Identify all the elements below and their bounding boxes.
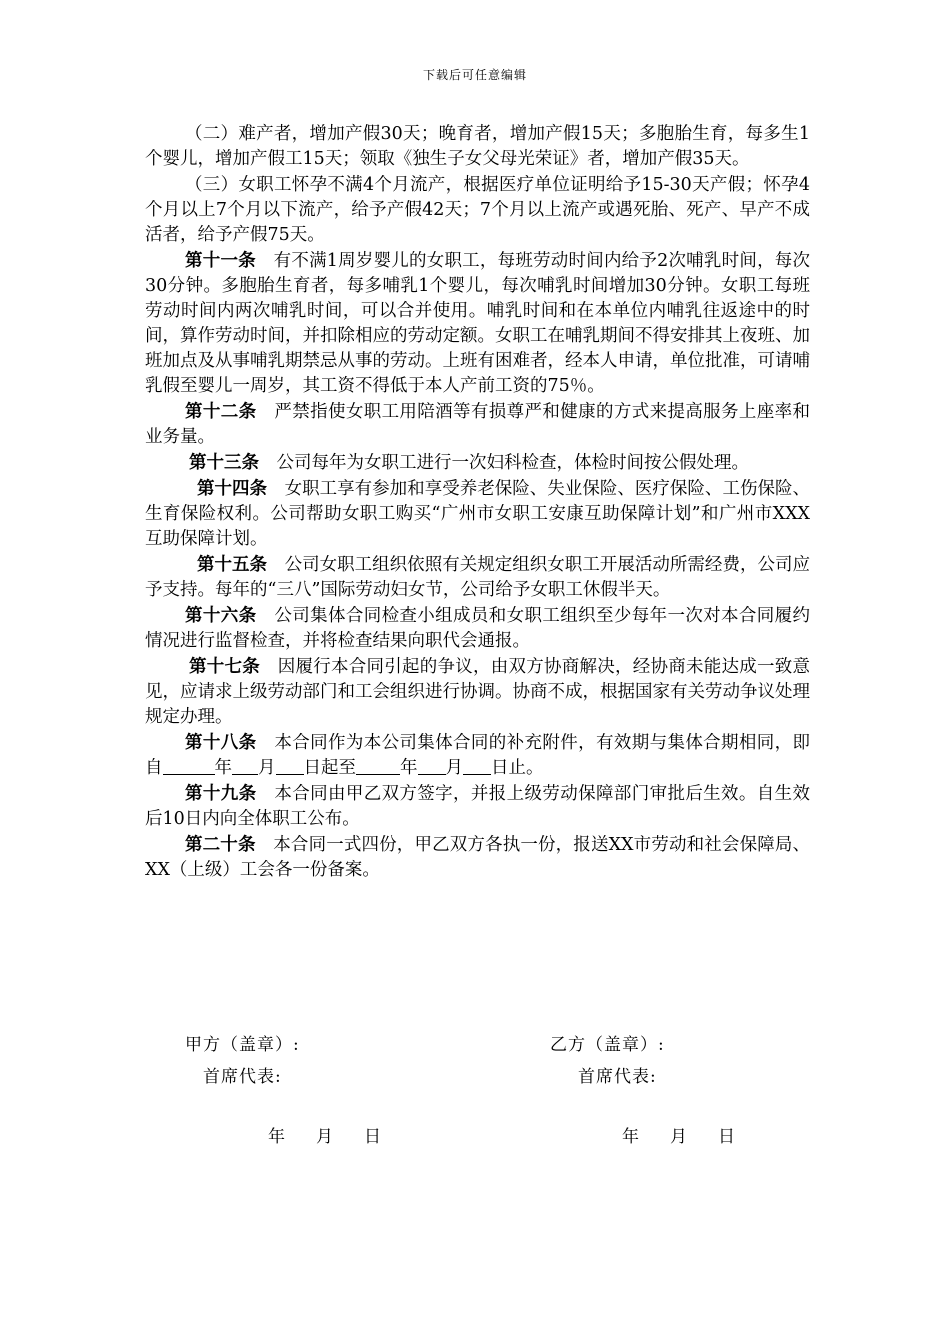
page-header: 下载后可任意编辑	[422, 68, 527, 82]
party-b-seal: 乙方（盖章）:	[550, 1035, 665, 1055]
year-label: 年	[400, 758, 418, 778]
party-b-date	[622, 1122, 736, 1147]
day-to-label: 日止。	[491, 758, 544, 778]
month-label: 月	[316, 1127, 334, 1147]
year-label: 年	[214, 758, 232, 778]
article-heading: 第十七条	[189, 657, 260, 677]
paragraph-text: （三）女职工怀孕不满4个月流产，根据医疗单位证明给予15-30天产假；怀孕4个月以上7个月以下流产，给予产假42天；7个月以上流产或遇死胎、死产、早产不成活者，给予产假75天。	[145, 175, 810, 245]
article-text: 因履行本合同引起的争议，由双方协商解决，经协商未能达成一致意见，应请求上级劳动部门和工会组织进行协调。协商不成，根据国家有关劳动争议处理规定办理。	[145, 657, 810, 727]
year-label: 年	[268, 1127, 286, 1147]
article-text: 有不满1周岁婴儿的女职工，每班劳动时间内给予2次哺乳时间，每次30分钟。多胞胎生育者，每多哺乳1个婴儿，每次哺乳时间增加30分钟。女职工每班劳动时间内两次哺乳时间，可以合并使用。哺乳时间和在本单位内哺乳往返途中的时间，算作劳动时间，并扣除相应的劳动定额。女职工在哺乳期间不得安排其上夜班、加班加点及从事哺乳期禁忌从事的劳动。上班有困难者，经本人申请，单位批准，可请哺乳假至婴儿一周岁，其工资不得低于本人产前工资的75％。	[145, 251, 811, 396]
day-blank	[463, 756, 491, 775]
article-text: 公司女职工组织依照有关规定组织女职工开展活动所需经费，公司应予支持。每年的“三八”国际劳动妇女节，公司给予女职工休假半天。	[145, 555, 811, 600]
article-20	[145, 833, 810, 883]
article-12	[145, 400, 810, 450]
article-text: 严禁指使女职工用陪酒等有损尊严和健康的方式来提高服务上座率和业务量。	[145, 402, 811, 447]
article-heading: 第十三条	[189, 453, 259, 473]
paragraph-text: （二）难产者，增加产假30天；晚育者，增加产假15天；多胞胎生育，每多生1个婴儿，增加产假工15天；领取《独生子女父母光荣证》者，增加产假35天。	[145, 124, 810, 169]
party-a-representative: 首席代表:	[203, 1067, 282, 1087]
article-heading: 第二十条	[185, 835, 256, 855]
article-text: 本合同由甲乙双方签字，并报上级劳动保障部门审批后生效。自生效后10日内向全体职工公布。	[145, 784, 811, 829]
article-text: 公司每年为女职工进行一次妇科检查，体检时间按公假处理。	[276, 453, 749, 473]
article-heading: 第十一条	[185, 251, 256, 271]
day-label: 日	[364, 1127, 382, 1147]
article-18	[145, 731, 810, 781]
article-text: 本合同作为本公司集体合同的补充附件，有效期与集体合期相同，即自	[145, 733, 811, 778]
paragraph-maternity-2	[145, 122, 810, 172]
article-heading: 第十六条	[185, 606, 257, 626]
party-b-representative: 首席代表:	[578, 1067, 657, 1087]
month-blank	[232, 756, 258, 775]
month-blank	[418, 756, 446, 775]
article-heading: 第十八条	[185, 733, 257, 753]
article-14	[145, 477, 810, 552]
article-text: 本合同一式四份，甲乙双方各执一份，报送XX市劳动和社会保障局、XX（上级）工会各一份备案。	[145, 835, 811, 880]
article-heading: 第十九条	[185, 784, 257, 804]
article-text: 女职工享有参加和享受养老保险、失业保险、医疗保险、工伤保险、生育保险权利。公司帮助女职工购买“广州市女职工安康互助保障计划”和广州市XXX互助保障计划。	[145, 479, 811, 549]
article-19	[145, 782, 810, 832]
month-label: 月	[445, 758, 463, 778]
party-a-seal: 甲方（盖章）:	[185, 1035, 300, 1055]
article-11	[145, 249, 810, 399]
article-heading: 第十四条	[197, 479, 268, 499]
paragraph-maternity-3	[145, 173, 810, 248]
day-blank	[276, 756, 304, 775]
month-label: 月	[670, 1127, 688, 1147]
year-label: 年	[622, 1127, 640, 1147]
day-label: 日	[718, 1127, 736, 1147]
year-blank	[356, 756, 400, 775]
day-from-label: 日起至	[303, 758, 356, 778]
year-blank	[163, 756, 215, 775]
article-heading: 第十二条	[185, 402, 257, 422]
article-15	[145, 553, 810, 603]
month-label: 月	[258, 758, 276, 778]
party-a-date	[268, 1122, 382, 1147]
document-body	[145, 122, 810, 884]
article-heading: 第十五条	[197, 555, 268, 575]
article-17	[145, 655, 810, 730]
article-13	[145, 451, 810, 476]
article-text: 公司集体合同检查小组成员和女职工组织至少每年一次对本合同履约情况进行监督检查，并将检查结果向职代会通报。	[145, 606, 811, 651]
article-16	[145, 604, 810, 654]
